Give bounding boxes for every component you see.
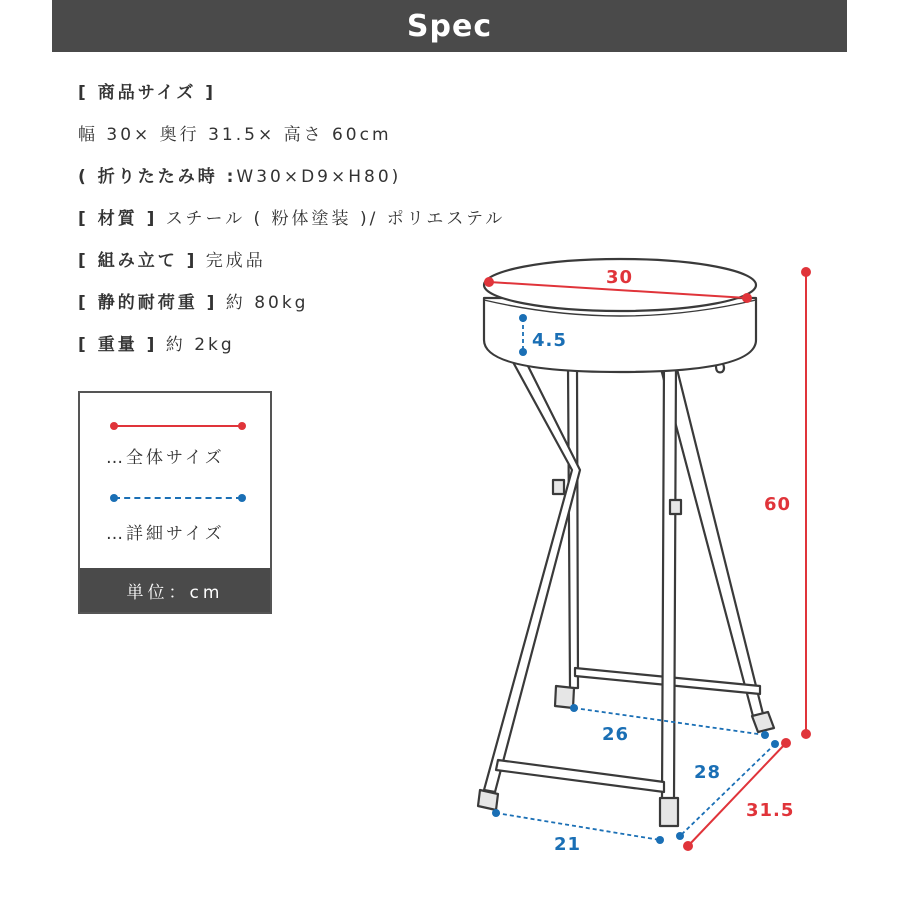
inner-depth-line <box>680 744 775 836</box>
legend-detail-label: …詳細サイズ <box>106 524 225 544</box>
spec-value: 完成品 <box>197 251 266 271</box>
spec-label: [ 商品サイズ ] <box>78 83 217 103</box>
dim-dot <box>656 836 664 844</box>
dim-dot <box>684 842 692 850</box>
seat-thickness-label: 4.5 <box>532 330 567 351</box>
inner-depth-label: 28 <box>694 762 722 783</box>
spec-label: [ 組み立て ] <box>78 251 198 271</box>
depth-line <box>688 743 786 846</box>
seat-diameter-label: 30 <box>606 267 634 288</box>
legend-overall-label: …全体サイズ <box>106 448 225 468</box>
header-title: Spec <box>406 8 493 44</box>
spec-label: [ 重量 ] <box>78 335 158 355</box>
dim-dot <box>570 704 578 712</box>
dim-dot <box>519 348 527 356</box>
depth-label: 31.5 <box>746 800 795 821</box>
spec-value: 幅 30× 奥行 31.5× 高さ 60cm <box>78 125 392 145</box>
dim-dot <box>802 730 810 738</box>
dim-dot <box>492 809 500 817</box>
spec-label: [ 静的耐荷重 ] <box>78 293 218 313</box>
spec-value: スチール ( 粉体塗装 )/ ポリエステル <box>157 209 506 229</box>
dim-dot <box>761 731 769 739</box>
dim-dot <box>485 278 493 286</box>
spec-value: W30×D9×H80) <box>236 167 402 187</box>
legend-unit: 単位：cm <box>80 568 270 612</box>
dim-dot <box>782 739 790 747</box>
spec-value: 約 2kg <box>157 335 235 355</box>
rear-width-label: 26 <box>602 724 630 745</box>
spec-value: 約 80kg <box>217 293 309 313</box>
dim-dot <box>802 268 810 276</box>
height-label: 60 <box>764 494 792 515</box>
spec-label: ( 折りたたみ時 : <box>78 167 237 187</box>
dim-dot <box>519 314 527 322</box>
dim-dot <box>743 294 751 302</box>
dim-dot <box>676 832 684 840</box>
spec-label: [ 材質 ] <box>78 209 158 229</box>
dim-dot <box>771 740 779 748</box>
front-width-label: 21 <box>554 834 582 855</box>
